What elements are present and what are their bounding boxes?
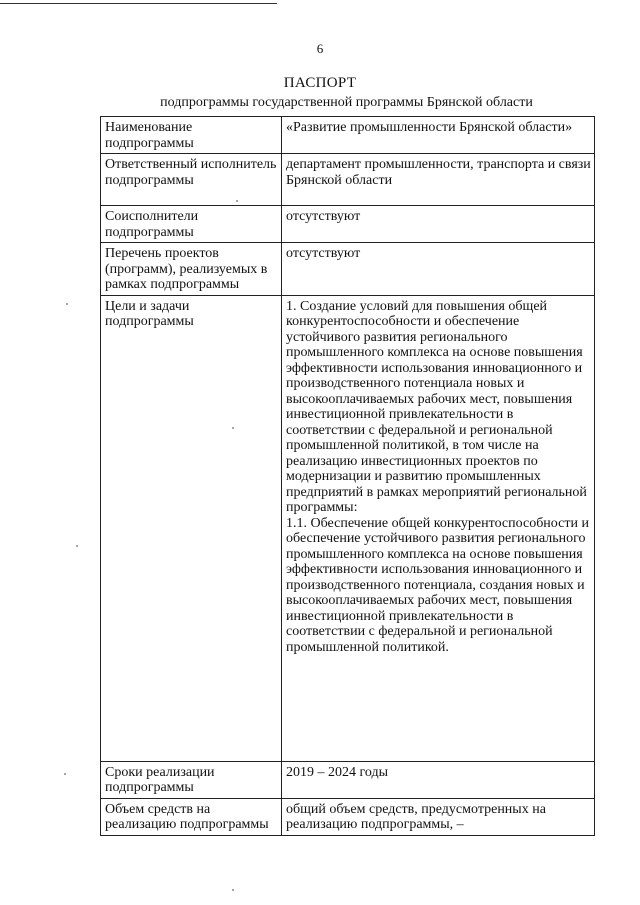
table-row (101, 798, 595, 835)
scan-speck (64, 773, 66, 775)
scan-speck (232, 427, 234, 429)
row-value-goals (282, 295, 595, 761)
row-value-responsible: департамент промышленности, транспорта и связи Брянской области (282, 154, 595, 206)
row-value-name: «Развитие промышленности Брянской области» (282, 117, 595, 154)
row-label-name: Наименование подпрограммы (101, 117, 282, 154)
scan-speck (236, 200, 238, 202)
row-value-terms: 2019 – 2024 годы (282, 761, 595, 798)
table-row (101, 154, 595, 206)
table-row (101, 243, 595, 296)
top-rule (0, 3, 277, 4)
row-label-terms: Сроки реализации подпрограммы (101, 761, 282, 798)
page-number: 6 (316, 41, 324, 56)
document-subtitle: подпрограммы государственной программы Брянской области (160, 95, 533, 110)
goal-paragraph-1: 1. Создание условий для повышения общей конкурентоспособности и обеспечение устойчивого развития регионального промышленного комплекса на основе повышения эффективности использования инновационного и производственного потенциала новых и высокооплачиваемых рабочих мест, повышения инвестиционной привлекательности в соответствии с федеральной и региональной промышленной политикой, в том числе на реализацию инвестиционных проектов по модернизации и развитию промышленных предприятий в рамках мероприятий региональной программы: (286, 298, 587, 515)
table-row (101, 761, 595, 798)
goal-paragraph-2: 1.1. Обеспечение общей конкурентоспособности и обеспечение устойчивого развития регионального промышленного комплекса на основе повышения эффективности использования инновационного и производственного потенциала, создания новых и высокооплачиваемых рабочих мест, повышения инвестиционной привлекательности в соответствии с федеральной и региональной промышленной политикой. (286, 515, 589, 655)
table-row (101, 295, 595, 761)
table-row (101, 206, 595, 243)
scan-speck (232, 889, 234, 891)
row-value-funding: общий объем средств, предусмотренных на реализацию подпрограммы, – (282, 798, 595, 835)
row-label-responsible: Ответственный исполнитель подпрограммы (101, 154, 282, 206)
row-label-goals: Цели и задачи подпрограммы (101, 295, 282, 761)
scan-speck (76, 545, 78, 547)
row-label-projects: Перечень проектов (программ), реализуемых в рамках подпрограммы (101, 243, 282, 296)
row-value-projects: отсутствуют (282, 243, 595, 296)
row-value-coexecutors: отсутствуют (282, 206, 595, 243)
table-row (101, 117, 595, 154)
row-label-funding: Объем средств на реализацию подпрограммы (101, 798, 282, 835)
document-title: ПАСПОРТ (283, 75, 357, 91)
row-label-coexecutors: Соисполнители подпрограммы (101, 206, 282, 243)
passport-table (100, 116, 595, 836)
scan-speck (66, 303, 68, 305)
